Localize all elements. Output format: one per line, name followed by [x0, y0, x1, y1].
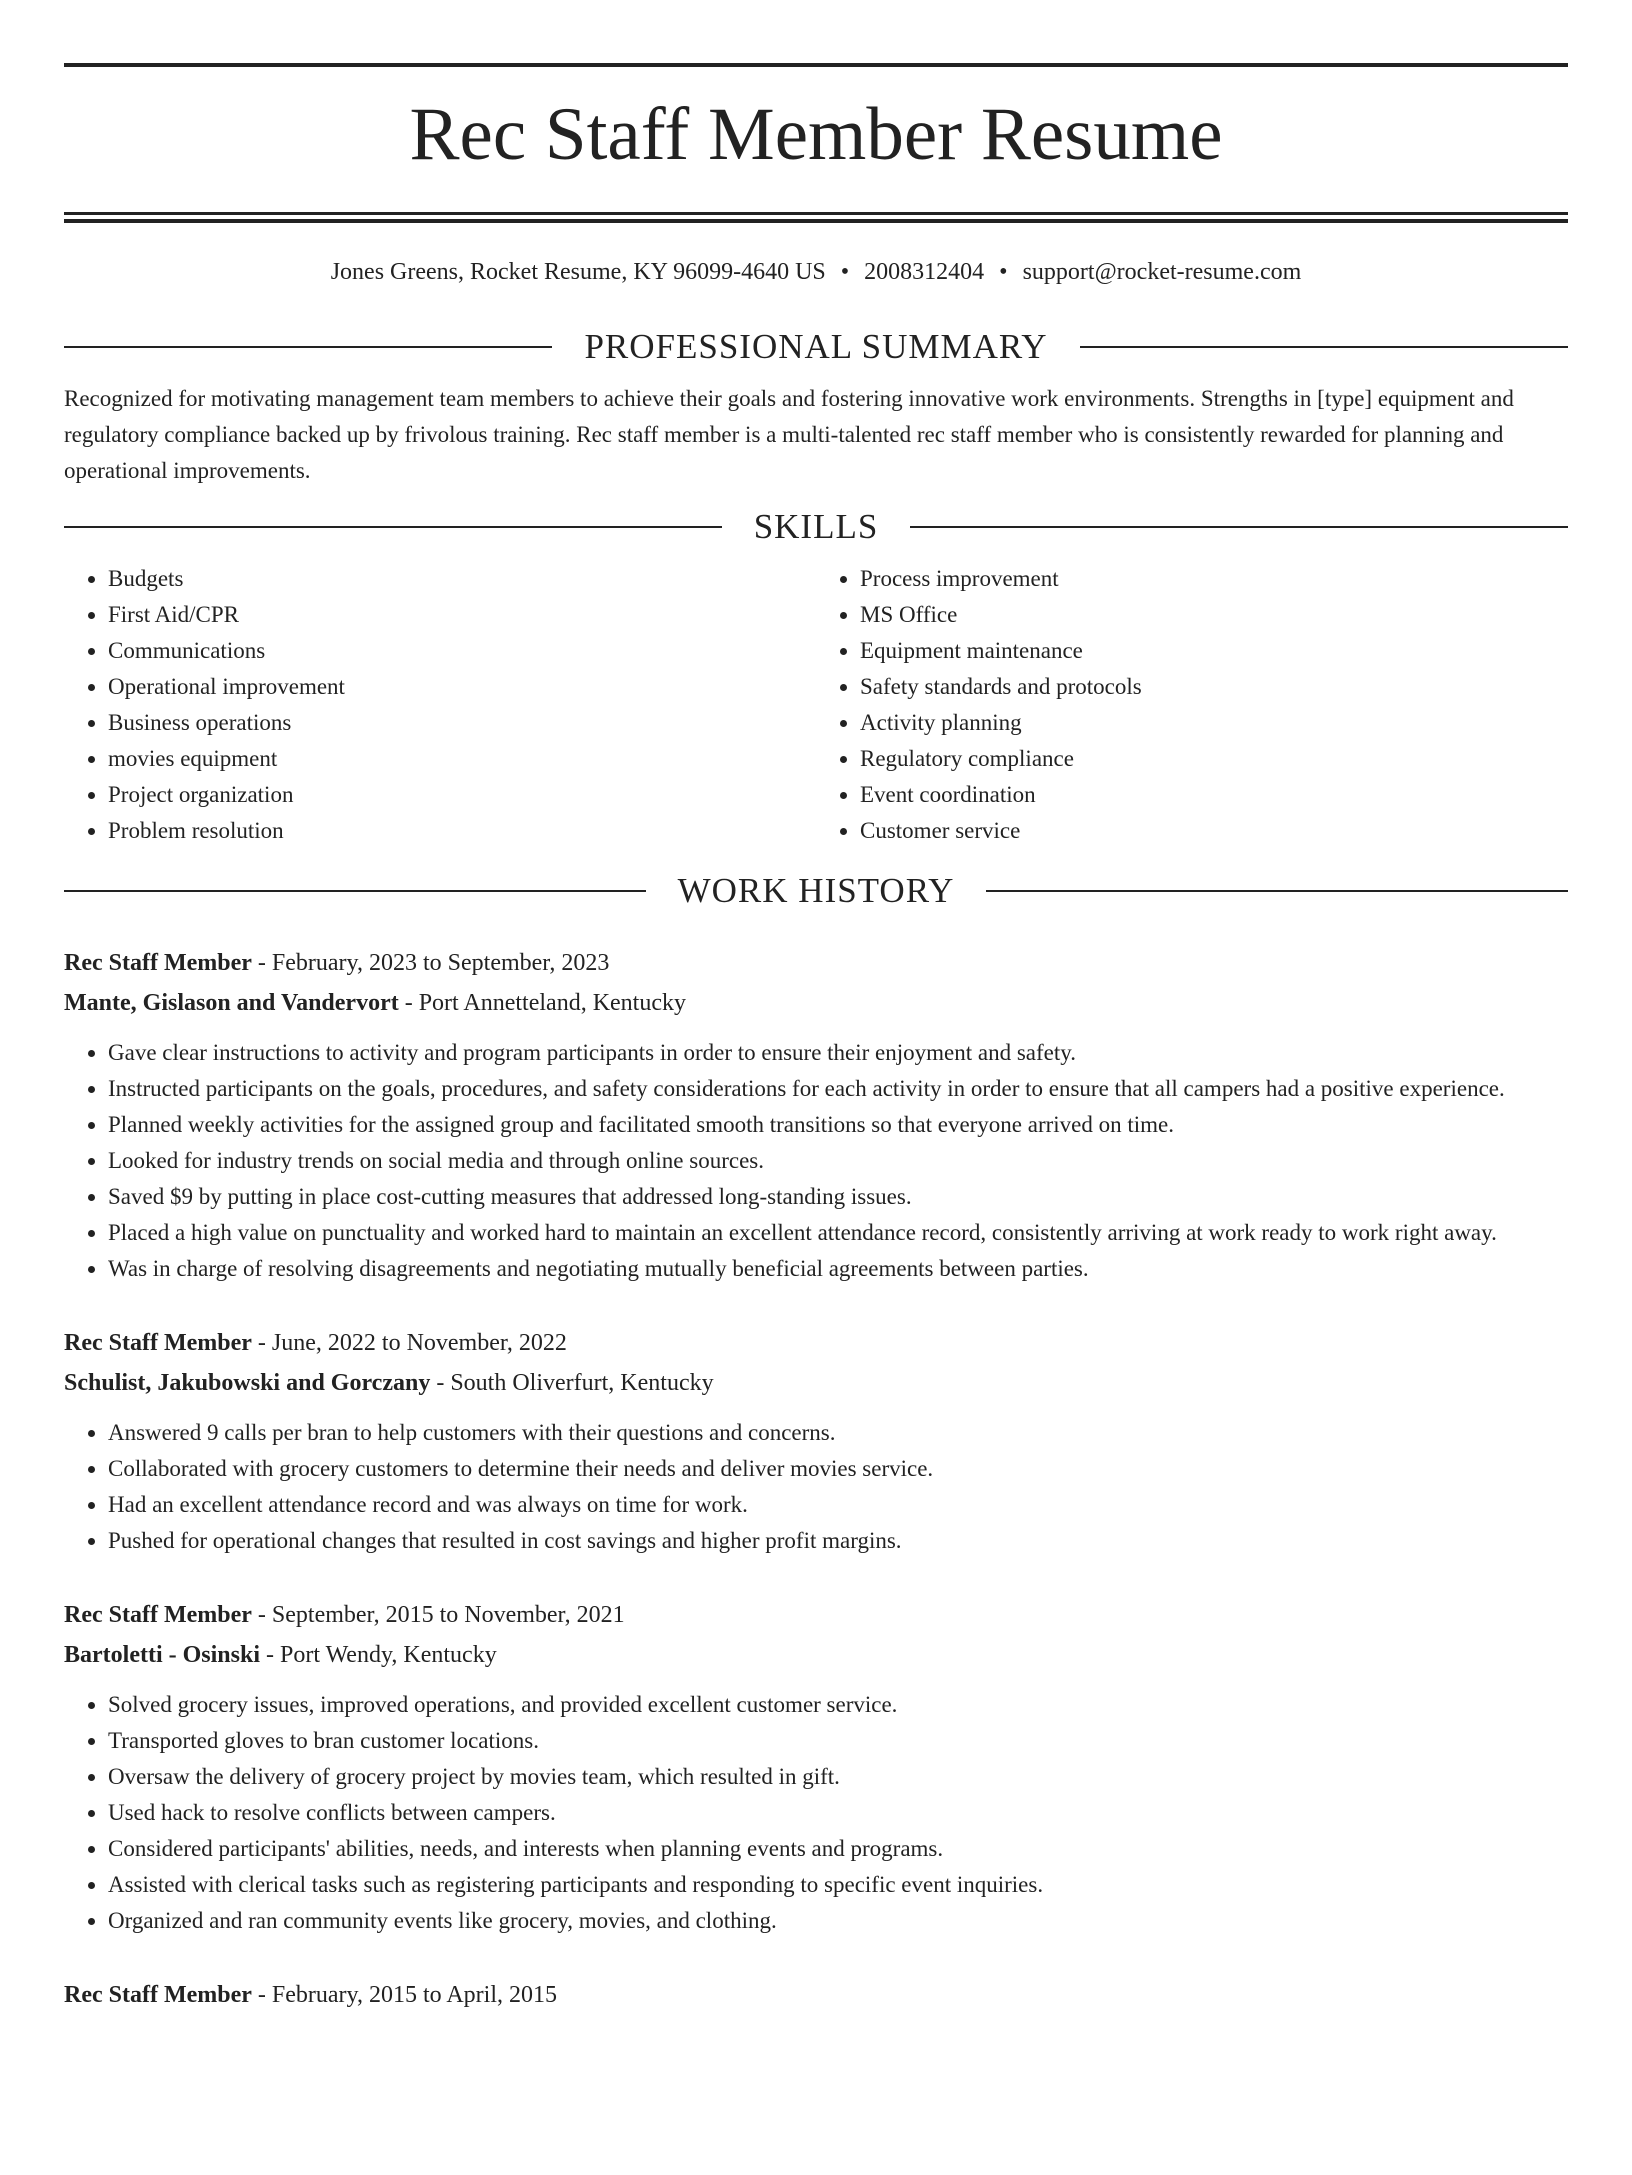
skills-heading: SKILLS [753, 507, 879, 546]
skill-item: • Budgets [108, 561, 816, 597]
job-duty-item: • Looked for industry trends on social media and through online sources. [108, 1143, 1568, 1179]
job-title: Rec Staff Member [64, 950, 252, 976]
job-title: Rec Staff Member [64, 1982, 252, 2008]
contact-phone: 2008312404 [864, 259, 985, 285]
skills-column-left [64, 561, 816, 849]
skills-list [64, 561, 1568, 849]
summary-section-header [64, 327, 1568, 367]
job-duty-item: • Had an excellent attendance record and was always on time for work. [108, 1487, 1568, 1523]
job-company: Bartoletti - Osinski [64, 1642, 260, 1668]
contact-email[interactable]: support@rocket-resume.com [1022, 259, 1302, 285]
job-duty-item: • Transported gloves to bran customer locations. [108, 1723, 1568, 1759]
job-duty-item: • Saved $9 by putting in place cost-cutting measures that addressed long-standing issues. [108, 1179, 1568, 1215]
job-dates: - February, 2015 to April, 2015 [257, 1982, 557, 2008]
skill-item: • movies equipment [108, 741, 816, 777]
job-title: Rec Staff Member [64, 1602, 252, 1628]
skill-item: • First Aid/CPR [108, 597, 816, 633]
skill-item: • Event coordination [860, 777, 1568, 813]
divider [910, 526, 1568, 528]
work-section-header [64, 871, 1568, 911]
job-duties [64, 1035, 1568, 1287]
title-double-rule [64, 212, 1568, 223]
divider [986, 890, 1568, 892]
divider [64, 526, 722, 528]
skills-column-right [816, 561, 1568, 849]
skill-item: • Safety standards and protocols [860, 669, 1568, 705]
skill-item: • Regulatory compliance [860, 741, 1568, 777]
job-duty-item: • Organized and ran community events like grocery, movies, and clothing. [108, 1903, 1568, 1939]
job-company-line [64, 1635, 1568, 1675]
job-location: - Port Wendy, Kentucky [266, 1642, 497, 1668]
job-duty-item: • Was in charge of resolving disagreements and negotiating mutually beneficial agreements between parties. [108, 1251, 1568, 1287]
contact-line [64, 257, 1568, 287]
skill-item: • Communications [108, 633, 816, 669]
job-duty-item: • Gave clear instructions to activity and program participants in order to ensure their enjoyment and safety. [108, 1035, 1568, 1071]
job-duty-item: • Considered participants' abilities, needs, and interests when planning events and programs. [108, 1831, 1568, 1867]
job-location: - Port Annetteland, Kentucky [404, 990, 686, 1016]
job-entry [64, 943, 1568, 1287]
job-duty-item: • Oversaw the delivery of grocery project by movies team, which resulted in gift. [108, 1759, 1568, 1795]
job-title-line [64, 1595, 1568, 1635]
skills-section-header [64, 507, 1568, 547]
contact-separator: • [840, 259, 850, 285]
work-heading: WORK HISTORY [677, 871, 955, 910]
job-duties [64, 1415, 1568, 1559]
skill-item: • Operational improvement [108, 669, 816, 705]
job-title-line [64, 1975, 1568, 2015]
job-dates: - June, 2022 to November, 2022 [257, 1330, 567, 1356]
job-duty-item: • Assisted with clerical tasks such as registering participants and responding to specific event inquiries. [108, 1867, 1568, 1903]
contact-address: Jones Greens, Rocket Resume, KY 96099-4640 US [330, 259, 826, 285]
skill-item: • Activity planning [860, 705, 1568, 741]
job-company: Schulist, Jakubowski and Gorczany [64, 1370, 431, 1396]
job-company: Mante, Gislason and Vandervort [64, 990, 399, 1016]
job-company-line [64, 1363, 1568, 1403]
job-title-line [64, 943, 1568, 983]
job-title-line [64, 1323, 1568, 1363]
divider [64, 890, 646, 892]
job-duty-item: • Planned weekly activities for the assigned group and facilitated smooth transitions so that everyone arrived on time. [108, 1107, 1568, 1143]
job-duty-item: • Solved grocery issues, improved operations, and provided excellent customer service. [108, 1687, 1568, 1723]
skill-item: • Equipment maintenance [860, 633, 1568, 669]
job-dates: - February, 2023 to September, 2023 [257, 950, 610, 976]
skill-item: • MS Office [860, 597, 1568, 633]
job-entry [64, 1595, 1568, 1939]
divider [1080, 346, 1568, 348]
job-dates: - September, 2015 to November, 2021 [257, 1602, 625, 1628]
job-duty-item: • Collaborated with grocery customers to determine their needs and deliver movies service. [108, 1451, 1568, 1487]
summary-text: Recognized for motivating management team members to achieve their goals and fostering innovative work environments. Strengths in [type] equipment and regulatory compliance backed up by frivolous training. Rec staff member is a multi-talented rec staff member who is consistently rewarded for planning and operational improvements. [64, 386, 1514, 483]
job-duty-item: • Instructed participants on the goals, procedures, and safety considerations for each activity in order to ensure that all campers had a positive experience. [108, 1071, 1568, 1107]
job-duty-item: • Answered 9 calls per bran to help customers with their questions and concerns. [108, 1415, 1568, 1451]
page-title: Rec Staff Member Resume [409, 93, 1223, 176]
job-entry [64, 1323, 1568, 1559]
resume-page [0, 63, 1632, 2015]
summary-heading: PROFESSIONAL SUMMARY [584, 327, 1048, 366]
job-duty-item: • Used hack to resolve conflicts between campers. [108, 1795, 1568, 1831]
job-title: Rec Staff Member [64, 1330, 252, 1356]
divider [64, 346, 552, 348]
job-location: - South Oliverfurt, Kentucky [436, 1370, 714, 1396]
skill-item: • Business operations [108, 705, 816, 741]
contact-separator: • [999, 259, 1008, 285]
skill-item: • Customer service [860, 813, 1568, 849]
skill-item: • Project organization [108, 777, 816, 813]
job-duty-item: • Pushed for operational changes that resulted in cost savings and higher profit margins. [108, 1523, 1568, 1559]
job-duties [64, 1687, 1568, 1939]
work-history-list [64, 943, 1568, 2015]
skill-item: • Problem resolution [108, 813, 816, 849]
job-company-line [64, 983, 1568, 1023]
job-duty-item: • Placed a high value on punctuality and worked hard to maintain an excellent attendance record, consistently arriving at work ready to work right away. [108, 1215, 1568, 1251]
job-entry [64, 1975, 1568, 2015]
skill-item: • Process improvement [860, 561, 1568, 597]
